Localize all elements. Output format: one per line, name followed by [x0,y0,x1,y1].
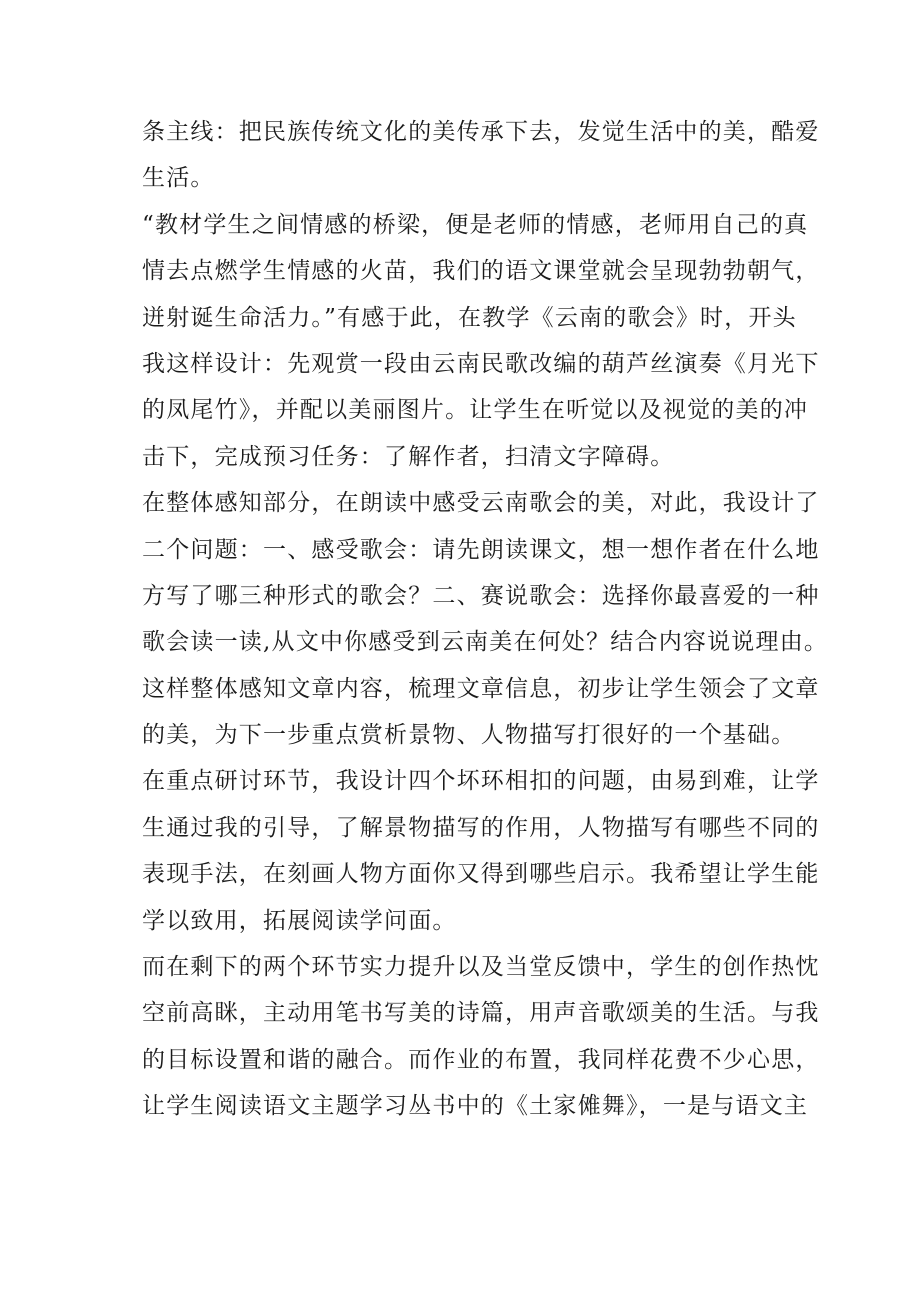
text-line: “教材学生之间情感的桥梁，便是老师的情感，老师用自己的真 [142,211,809,238]
text-line: 迸射诞生命活力。”有感于此，在教学《云南的歌会》时，开头 [142,304,797,331]
text-line: 的美，为下一步重点赏析景物、人物描写打很好的一个基础。 [142,722,796,749]
text-line: 生通过我的引导，了解景物描写的作用，人物描写有哪些不同的 [142,814,820,841]
text-line: 而在剩下的两个环节实力提升以及当堂反馈中，学生的创作热忱 [142,954,820,981]
text-line: 条主线：把民族传统文化的美传承下去，发觉生活中的美，酷爱 [142,119,820,145]
text-line: 学以致用，拓展阅读学问面。 [142,907,457,934]
text-line: 生活。 [142,165,215,192]
body-text [142,109,829,1130]
text-line: 方写了哪三种形式的歌会？二、赛说歌会：选择你最喜爱的一种 [142,582,820,609]
text-line: 空前高眯，主动用笔书写美的诗篇，用声音歌颂美的生活。与我 [142,1000,820,1027]
text-line: 在重点研讨环节，我设计四个坏环相扣的问题，由易到难，让学 [142,768,820,795]
text-line: 二个问题：一、感受歌会：请先朗读课文，想一想作者在什么地 [142,536,820,563]
text-line: 情去点燃学生情感的火苗，我们的语文课堂就会呈现勃勃朝气， [142,258,820,285]
text-line: 这样整体感知文章内容，梳理文章信息，初步让学生领会了文章 [142,675,820,702]
text-line: 的凤尾竹》，并配以美丽图片。让学生在听觉以及视觉的美的冲 [142,397,809,424]
text-line: 表现手法，在刻画人物方面你又得到哪些启示。我希望让学生能 [142,861,820,888]
text-line: 击下，完成预习任务：了解作者，扫清文字障碍。 [142,443,675,470]
text-line: 的目标设置和谐的融合。而作业的布置，我同样花费不少心思， [142,1046,820,1073]
text-line: 歌会读一读,从文中你感受到云南美在何处？结合内容说说理由。 [142,629,829,656]
text-line: 让学生阅读语文主题学习丛书中的《土家傩舞》，一是与语文主 [142,1093,809,1120]
text-line: 在整体感知部分，在朗读中感受云南歌会的美，对此，我设计了 [142,490,820,517]
text-line: 我这样设计：先观赏一段由云南民歌改编的葫芦丝演奏《月光下 [142,350,820,377]
